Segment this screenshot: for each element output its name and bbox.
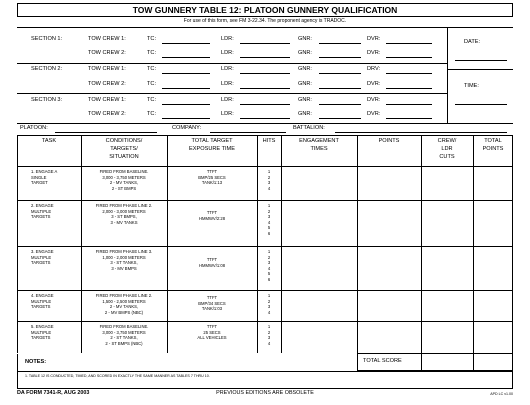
task-4: 4. ENGAGE MULTIPLE TARGETS: [31, 293, 54, 310]
section-2-crew-1-label: TOW CREW 1:: [88, 66, 126, 72]
task-5-conditions: FIRED FROM BASELINE. 3,000 - 3,750 METERS 2 - ST TANKS, 2 - ST BMPS (NBC): [99, 324, 149, 346]
section-2-crew-2-label: TOW CREW 2:: [88, 81, 126, 87]
divider: [17, 371, 18, 388]
task-2-conditions: FIRED FROM PHASE LINE 2. 2,000 - 3,000 METERS 3 - ST BMPS, 3 - MV TANKS: [95, 203, 153, 225]
divider: [17, 166, 513, 167]
task-5: 5. ENGAGE MULTIPLE TARGETS: [31, 324, 54, 341]
dvr-label: DVR:: [367, 81, 381, 87]
date-field[interactable]: [455, 60, 507, 61]
header-conditions: CONDITIONS/ TARGETS/ SITUATION: [105, 138, 143, 160]
ldr-field[interactable]: [240, 57, 290, 58]
divider: [17, 246, 513, 247]
form-title: TOW GUNNERY TABLE 12: PLATOON GUNNERY QUALIFICATION: [17, 3, 513, 17]
gnr-label: GNR:: [298, 81, 312, 87]
tc-label: TC:: [147, 111, 157, 117]
task-4-time: TTFT BMP/34 SECS TANK/1:03: [198, 295, 226, 312]
notes-label: NOTES:: [25, 359, 47, 365]
task-1: 1. ENGAGE A SINGLE TARGET: [31, 169, 58, 186]
task-5-hits: 1 2 3 4: [267, 324, 271, 346]
section-3-crew-2-label: TOW CREW 2:: [88, 111, 126, 117]
section-1-label: SECTION 1:: [31, 36, 63, 42]
dvr-label: DVR:: [367, 97, 381, 103]
gnr-field[interactable]: [319, 104, 361, 105]
section-3-crew-1-label: TOW CREW 1:: [88, 97, 126, 103]
dvr-field[interactable]: [386, 104, 432, 105]
gnr-field[interactable]: [319, 88, 361, 89]
divider: [17, 27, 513, 28]
header-total-points: TOTAL POINTS: [482, 138, 504, 152]
task-4-conditions: FIRED FROM PHASE LINE 2. 1,500 - 2,500 METERS 2 - MV TANKS, 2 - MV BMPS (NBC): [95, 293, 153, 315]
note-1: 1. TABLE 12 IS CONDUCTED, TIMED, AND SCORED IN EXACTLY THE SAME MANNER AS TABLES 7 THRU 10.: [25, 374, 210, 378]
dvr-field[interactable]: [386, 57, 432, 58]
platoon-field[interactable]: [55, 132, 157, 133]
dvr-label: DRV:: [367, 66, 381, 72]
ldr-label: LDR:: [221, 97, 234, 103]
dvr-field[interactable]: [386, 118, 432, 119]
tc-label: TC:: [147, 97, 157, 103]
ldr-label: LDR:: [221, 36, 234, 42]
company-label: COMPANY:: [172, 125, 202, 131]
divider: [17, 321, 513, 322]
divider: [512, 371, 513, 388]
da-form-7341-r: [17, 3, 513, 402]
gnr-field[interactable]: [319, 57, 361, 58]
task-3-time: TTFT HMMWV/1:08: [198, 257, 226, 268]
header-crew-cuts: CREW/ LDR CUTS: [437, 138, 457, 160]
form-subtitle: For use of this form, see FM 3-22.34. The proponent agency is TRADOC.: [183, 18, 347, 24]
task-5-time: TTFT 25 SECS ALL VEHICLES: [197, 324, 227, 341]
task-1-hits: 1 2 3 4: [267, 169, 271, 191]
company-field[interactable]: [210, 132, 286, 133]
tc-field[interactable]: [162, 104, 210, 105]
task-2-hits: 1 2 3 4 5 6: [267, 203, 271, 236]
dvr-label: DVR:: [367, 111, 381, 117]
divider: [447, 27, 448, 123]
time-label: TIME:: [464, 83, 479, 89]
dvr-label: DVR:: [367, 50, 381, 56]
gnr-label: GNR:: [298, 36, 312, 42]
header-hits: HITS: [262, 138, 276, 144]
date-label: DATE:: [464, 39, 481, 45]
column-divider: [357, 135, 358, 371]
divider: [447, 69, 513, 70]
divider: [17, 63, 447, 64]
header-total-target: TOTAL TARGET EXPOSURE TIME: [189, 138, 235, 152]
tc-label: TC:: [147, 66, 157, 72]
gnr-label: GNR:: [298, 97, 312, 103]
tc-label: TC:: [147, 81, 157, 87]
ldr-label: LDR:: [221, 81, 234, 87]
ldr-field[interactable]: [240, 73, 290, 74]
task-3-hits: 1 2 3 4 5 6: [267, 249, 271, 282]
gnr-label: GNR:: [298, 66, 312, 72]
dvr-field[interactable]: [386, 88, 432, 89]
gnr-label: GNR:: [298, 111, 312, 117]
task-3-conditions: FIRED FROM PHASE LINE 3. 1,000 - 2,000 METERS 3 - ST TANKS, 3 - MV BMPS: [95, 249, 153, 271]
tc-field[interactable]: [162, 73, 210, 74]
battalion-label: BATTALION:: [293, 125, 325, 131]
ldr-label: LDR:: [221, 66, 234, 72]
ldr-field[interactable]: [240, 88, 290, 89]
ldr-field[interactable]: [240, 118, 290, 119]
apd-version: APD LC v1.00: [490, 392, 513, 396]
dvr-field[interactable]: [386, 43, 432, 44]
tc-field[interactable]: [162, 88, 210, 89]
battalion-field[interactable]: [335, 132, 507, 133]
time-field[interactable]: [455, 104, 507, 105]
divider: [17, 371, 513, 372]
form-number: DA FORM 7341-R, AUG 2003: [17, 390, 90, 396]
section-2-label: SECTION 2:: [31, 66, 63, 72]
section-3-label: SECTION 3:: [31, 97, 63, 103]
header-task: TASK: [41, 138, 57, 144]
tc-field[interactable]: [162, 118, 210, 119]
tc-field[interactable]: [162, 57, 210, 58]
task-3: 3. ENGAGE MULTIPLE TARGETS: [31, 249, 54, 266]
column-divider: [473, 135, 474, 371]
section-1-crew-2-label: TOW CREW 2:: [88, 50, 126, 56]
platoon-label: PLATOON:: [20, 125, 48, 131]
tc-field[interactable]: [162, 43, 210, 44]
ldr-field[interactable]: [240, 43, 290, 44]
divider: [17, 388, 513, 389]
dvr-field[interactable]: [386, 73, 432, 74]
ldr-label: LDR:: [221, 50, 234, 56]
task-1-time: TTFT BMP/25 SECS TANK/1:13: [198, 169, 226, 186]
tc-label: TC:: [147, 50, 157, 56]
notes-area: [17, 354, 357, 371]
column-divider: [281, 135, 282, 371]
divider: [17, 123, 513, 124]
column-divider: [421, 135, 422, 371]
gnr-label: GNR:: [298, 50, 312, 56]
header-points: POINTS: [378, 138, 400, 144]
divider: [17, 290, 513, 291]
task-1-conditions: FIRED FROM BASELINE. 3,000 - 3,750 METERS 2 - MV TANKS, 2 - ST BMPS: [99, 169, 149, 191]
total-score-label: TOTAL SCORE: [363, 358, 402, 364]
gnr-field[interactable]: [319, 73, 361, 74]
tc-label: TC:: [147, 36, 157, 42]
divider: [17, 93, 447, 94]
divider: [17, 200, 513, 201]
gnr-field[interactable]: [319, 118, 361, 119]
ldr-label: LDR:: [221, 111, 234, 117]
ldr-field[interactable]: [240, 104, 290, 105]
previous-editions: PREVIOUS EDITIONS ARE OBSOLETE: [216, 390, 314, 396]
task-2: 2. ENGAGE MULTIPLE TARGETS: [31, 203, 54, 220]
dvr-label: DVR:: [367, 36, 381, 42]
gnr-field[interactable]: [319, 43, 361, 44]
task-2-time: TTFT HMMWV/2:28: [198, 210, 226, 221]
header-engagement: ENGAGEMENT TIMES: [299, 138, 339, 152]
section-1-crew-1-label: TOW CREW 1:: [88, 36, 126, 42]
task-4-hits: 1 2 3 4: [267, 293, 271, 315]
